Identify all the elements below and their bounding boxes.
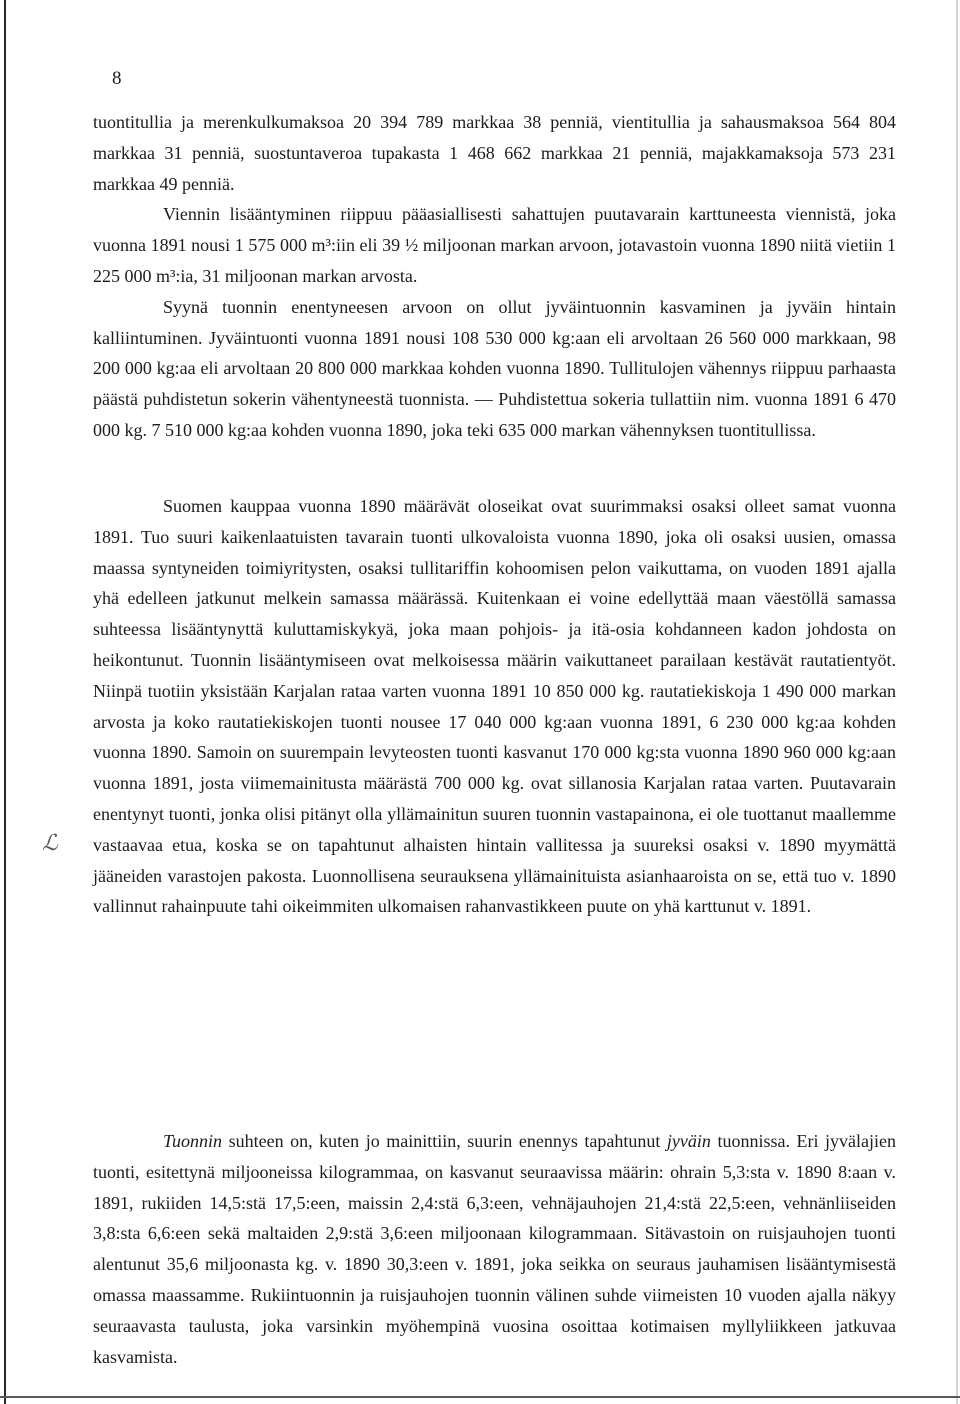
scan-edge-right [956,0,958,1404]
emphasis-jyvain: jyväin [666,1131,711,1151]
paragraph-export-growth: Viennin lisääntyminen riippuu pääasiallisesti sahattujen puutavarain karttuneesta viennistä, joka vuonna 1891 nousi 1 575 000 m³:iin eli 39 ½ miljoonan markan arvoon, jotavastoin vuonna 1890 niitä vietiin 1 225 000 m³:ia, 31 miljoonan markan arvosta. [93,204,896,286]
emphasis-tuonnin: Tuonnin [163,1131,223,1151]
scan-edge-left [4,0,6,1404]
section-trade-conditions [93,491,896,922]
section-trade-revenue [93,107,896,446]
paragraph-tariff-income: tuontitullia ja merenkulkumaksoa 20 394 789 markkaa 38 penniä, vientitullia ja sahausmaksoa 564 804 markkaa 31 penniä, suostuntaveroa tupakasta 1 468 662 markkaa 21 penniä, majakkamaksoja 573 231 markkaa 49 penniä. [93,112,896,194]
paragraph-grain-imports [93,1126,896,1372]
scan-edge-bottom [0,1396,960,1398]
text-run-2: tuonnissa. Eri jyvälajien tuonti, esitettynä miljooneissa kilogrammaa, on kasvanut seuraavissa määrin: ohrain 5,3:sta v. 1890 8:aan v. 1891, rukiiden 14,5:stä 17,5:een, maissin 2,4:stä 6,3:een, vehnäjauhojen 21,4:stä 22,5:een, vehnänliiseiden 3,8:sta 6,6:een sekä maltaiden 2,9:stä 3,6:een miljoonaan kilogrammaan. Sitävastoin on ruisjauhojen tuonti alentunut 35,6 miljoonasta kg. v. 1890 30,3:een v. 1891, joka seikka on seuraus jauhamisen lisääntymisestä omassa maassamme. Rukiintuonnin ja ruisjauhojen tuonnin välinen suhde viimeisten 10 vuoden ajalla näkyy seuraavasta taulusta, joka varsinkin myöhempinä vuosina osoittaa kotimaisen myllyliikkeen jatkuvaa kasvamista. [93,1131,896,1367]
text-run-1: suhteen on, kuten jo mainittiin, suurin enennys tapahtunut [222,1131,667,1151]
page-number: 8 [112,68,122,89]
margin-annotation: ℒ [42,830,58,855]
paragraph-import-value: Syynä tuonnin enentyneesen arvoon on ollut jyväintuonnin kasvaminen ja jyväin hintain kalliintuminen. Jyväintuonti vuonna 1891 nousi 108 530 000 kg:aan eli arvoltaan 26 560 000 markkaan, 98 200 000 kg:aa eli arvoltaan 20 800 000 markkaa kohden vuonna 1890. Tullitulojen vähennys riippuu parhaasta päästä puhdistetun sokerin vähentyneestä tuonnista. — Puhdistettua sokeria tullattiin nim. vuonna 1891 6 470 000 kg. 7 510 000 kg:aa kohden vuonna 1890, joka teki 635 000 markan vähennyksen tuontitullissa. [93,296,896,440]
section-grain-imports [93,1126,896,1372]
paragraph-trade-conditions: Suomen kauppaa vuonna 1890 määrävät oloseikat ovat suurimmaksi osaksi olleet samat vuonna 1891. Tuo suuri kaikenlaatuisten tavarain tuonti ulkovaloista vuonna 1890, joka oli osaksi uusien, omassa maassa syntyneiden toimiyritysten, osaksi tullitariffin kohoomisen pelon vaikuttama, on vuoden 1891 ajalla yhä edelleen jatkunut melkein samassa määrässä. Kuitenkaan ei voine edellyttää maan väestöllä samassa suhteessa lisääntynyttä kuluttamiskykyä, joka maan pohjois- ja itä-osia kohdanneen kadon johdosta on heikontunut. Tuonnin lisääntymiseen ovat melkoisessa määrin vaikuttaneet parailaan kestävät rautatientyöt. Niinpä tuotiin yksistään Karjalan rataa varten vuonna 1891 10 850 000 kg. rautatiekiskoja 1 490 000 markan arvosta ja koko rautatiekiskojen tuonti nousee 17 040 000 kg:aan vuonna 1891, 6 230 000 kg:aa kohden vuonna 1890. Samoin on suurempain levyteosten tuonti kasvanut 170 000 kg:sta vuonna 1890 960 000 kg:aan vuonna 1891, josta viimemainitusta määrästä 700 000 kg. ovat sillanosia Karjalan rataa varten. Puutavarain enentynyt tuonti, jonka olisi pitänyt olla yllämainitun suuren tuonnin vastapainona, ei ole tuottanut maallemme vastaavaa etua, koska se on tapahtunut alhaisten hintain vallitessa ja suureksi osaksi v. 1890 myymättä jääneiden varastojen pakosta. Luonnollisena seurauksena yllämainituista asianhaaroista on se, että tuo v. 1890 vallinnut rahainpuute tahi oikeimmiten ulkomaisen rahanvastikkeen puute on yhä karttunut v. 1891. [93,496,896,917]
